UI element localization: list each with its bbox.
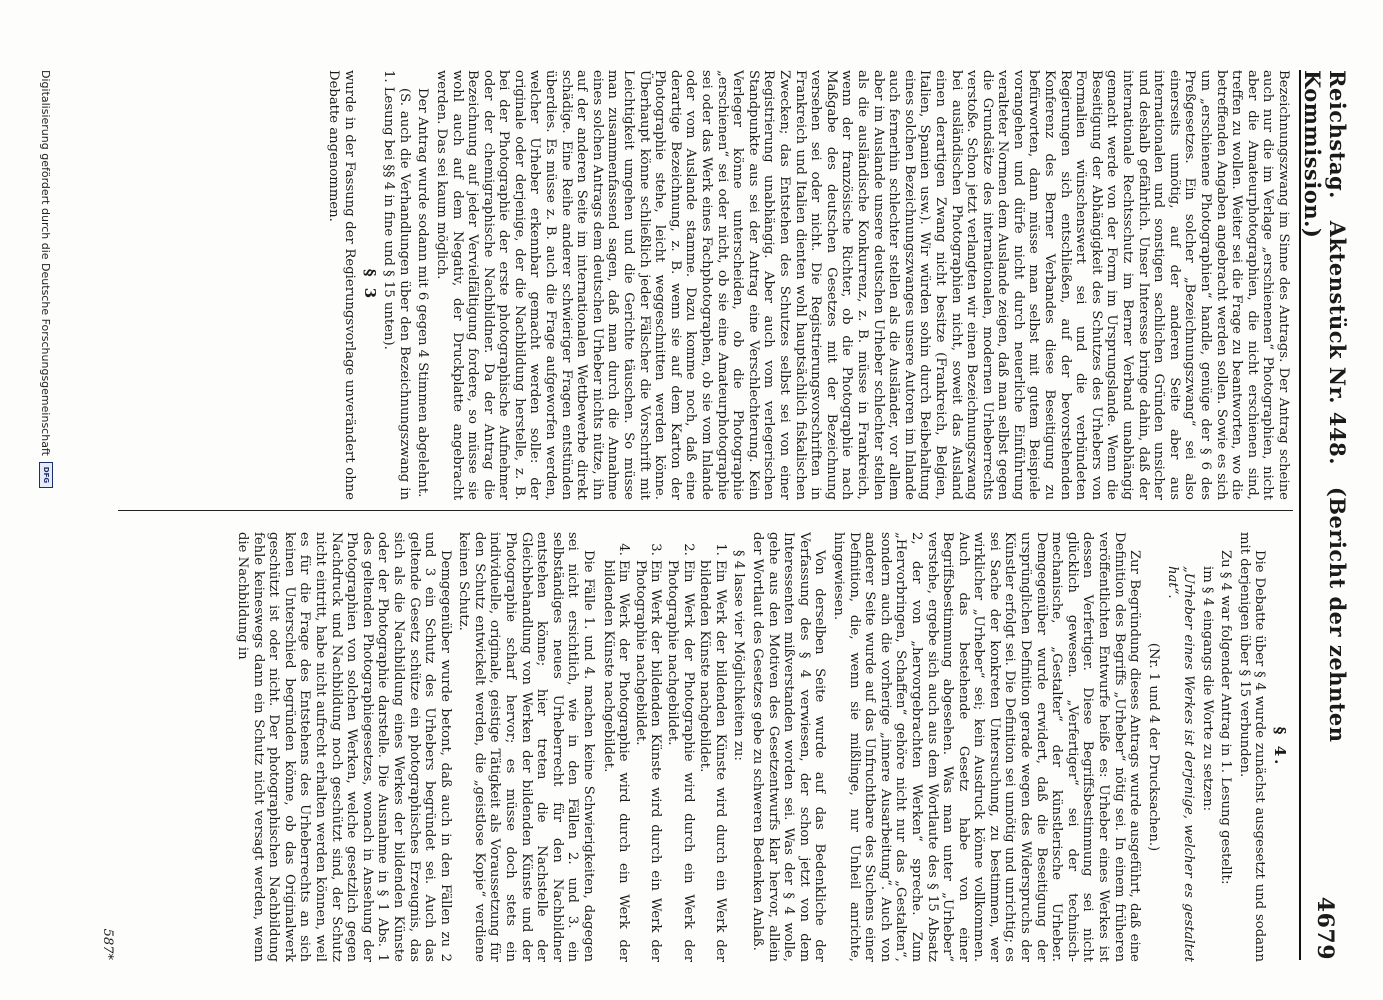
left-paragraph-2: Der Antrag wurde sodann mit 6 gegen 4 Stimmen abgelehnt. — [415, 88, 431, 498]
page-header — [1300, 70, 1350, 960]
left-paragraph-4: wurde in der Fassung der Regierungsvorlage unverändert ohne Debatte angenommen. — [326, 70, 357, 500]
section-heading-4: § 4. — [1271, 726, 1289, 768]
left-paragraph-3: (S. auch die Verhandlungen über den Bezeichnungszwang in 1. Lesung bei §§ 4 in fine und § 15 unten). — [381, 70, 412, 500]
right-paragraph-6: Von derselben Seite wurde auf das Bedenkliche der Verfassung des § 4 verwiesen, der schon jetzt von dem Interessenten mißverstanden worden sei. Was der § 4 wolle, gehe aus den Motiven des Gesetzentwurfs klar hervor, allein der Wortlaut des Gesetzes gebe zu schweren Bedenken Anlaß. — [750, 532, 828, 962]
possibilities-list — [600, 532, 728, 962]
dfg-logo-icon: DFG — [39, 462, 53, 488]
header-title — [1300, 70, 1350, 897]
page-number: 4679 — [1312, 896, 1338, 960]
header-title-bericht: (Bericht der zehnten Kommission.) — [1300, 70, 1350, 743]
right-paragraph-1: Die Debatte über § 4 wurde zunächst ausgesetzt und sodann mit derjenigen über § 15 verbunden. — [1236, 532, 1268, 962]
right-paragraph-9: Demgegenüber wurde betont, daß auch in den Fällen zu 2 und 3 ein Schutz des Urhebers begründet sei. Auch das geltende Gesetz schütze ein photographisches Erzeugnis, das sich als die Nachbildung eines Werkes der bildenden Künste oder der Photographie darstelle. Die Ausnahme in § 1 Abs. 1 des geltenden Photographiegesetzes, wonach in Ansehung der Photographien von solchen Werken, welche gesetzlich gegen Nachdruck und Nachbildung noch geschützt sind, der Schutz nicht eintritt, habe nicht aufrecht erhalten werden können, weil es für die Frage des Entstehens des Urheberrechts an sich keinen Unterschied begründen könne, ob das Originalwerk geschützt ist oder nicht. Der photographischen Nachbildung fehle keineswegs dann ein Schutz nicht versagt werden, wenn die Nachbildung in — [235, 532, 453, 962]
header-title-reichstag: Reichstag. — [1325, 70, 1350, 199]
list-item: 1. Ein Werk der bildenden Künste wird durch ein Werk der bildenden Künste nachgebildet. — [697, 560, 728, 962]
right-paragraph-7: § 4 lasse vier Möglichkeiten zu: — [731, 550, 747, 761]
header-rule — [1299, 70, 1301, 960]
right-paragraph-5: Zur Begründung dieses Antrags wurde ausgeführt, daß eine Definition des Begriffs „Urheber“ nötig sei. In einem früheren veröffentlichten Entwurfe heiße es: Urheber eines Werkes ist dessen Verfertiger. Diese Begriffsbestimmung sei nicht glücklich gewesen. „Verfertiger“ sei der technisch-mechanische, „Gestalter“ der künstlerische Urheber. Demgegenüber wurde erwidert, daß die Beseitigung der ursprünglichen Definition gerade wegen des Widerspruchs der Künstler erfolgt sei. Die Definition sei unnötig und unrichtig; es sei Sache der konkreten Untersuchung, zu bestimmen, wer wirklicher „Urheber“ sei; kein Ausdruck könne vollkommen. Auch das bestehende Gesetz habe von einer Begriffsbestimmung abgesehen. Was man unter „Urheber“ verstehe, ergebe sich auch aus dem Wortlaute des § 15 Absatz 2, der von „hervorgebrachten Werken“ spreche. Zum „Hervorbringen, Schaffen“ gehöre nicht nur das „Gestalten“, sondern auch die vorherige „innere Ausarbeitung“. Auch von anderer Seite wurde auf das Unfruchtbare des Suchens einer Definition, die, wenn sie mißlinge, nur Unheil anrichte, hingewiesen. — [830, 532, 1143, 962]
list-item: 4. Ein Werk der Photographie wird durch ein Werk der bildenden Künste nachgebildet. — [600, 560, 631, 962]
sheet-mark: 587* — [100, 928, 115, 960]
list-item: 3. Ein Werk der bildenden Künste wird durch ein Werk der Photographie nachgebildet. — [632, 560, 663, 962]
section-heading-3: § 3 — [360, 268, 379, 302]
right-column — [121, 532, 1291, 962]
digitization-credit — [39, 70, 53, 950]
right-paragraph-3: im § 4 eingangs die Worte zu setzen: — [1199, 566, 1215, 812]
list-item: 2. Ein Werk der Photographie wird durch ein Werk der Photographie nachgebildet. — [664, 560, 695, 962]
left-paragraph-1: Bezeichnungszwang im Sinne des Antrags. Der Antrag scheine auch nur die im Verlage „erschienenen“ Photographien, nicht aber die Amateurphotographien, die nicht erschienen sind, treffen zu wollen. Weiter sei die Frage zu beantworten, wo die betreffenden Angaben angebracht werden sollen. Sowie es sich um „erschienene Photographien“ handle, genüge der § 6 des Preßgesetzes. Ein solcher „Bezeichnungszwang“ sei also einerseits unnötig, auf der anderen Seite aber aus internationalen und sonstigen sachlichen Gründen unsicher und deshalb gefährlich. Unser Interesse bringe dahin, daß der internationale Rechtsschutz im Berner Verband unabhängig gemacht werde von der Form im Ursprungslande. Wenn die Beseitigung der Abhängigkeit des Schutzes des Urhebers von Formalien wünschenswert sei und die verbündeten Regierungen sich entschließen, auf der bevorstehenden Konferenz des Berner Verbandes diese Beseitigung zu befürworten, dann müsse man selbst mit gutem Beispiele vorangehen und dürfe nicht durch neuerliche Einführung veralteter Normen dem Auslande zeigen, daß man selbst gegen die Grundsätze des internationalen, modernen Urheberrechts verstoße. Schon jetzt verlangten wir einen Bezeichnungszwang bei ausländischen Photographien nicht, soweit das Ausland einen derartigen Zwang nicht besitze (Frankreich, Belgien, Italien, Spanien usw.). Wir würden sohin durch Beibehaltung eines solchen Bezeichnungszwanges unsere Autoren im Inlande auch fernerhin schlechter stellen als die Ausländer, vor allem aber im Auslande unsere deutschen Urheber schlechter stellen als die ausländische Konkurrenz, z. B. müsse in Frankreich, wenn der französische Richter, ob die Photographie nach Maßgabe des deutschen Gesetzes mit der Bezeichnung versehen sei oder nicht. Die Registrierungsvorschriften in Frankreich und Italien dienten wohl hauptsächlich fiskalischen Zwecken; das Entstehen des Schutzes selbst sei von einer Registrierung unabhängig. Aber auch vom verlegerischen Standpunkte aus sei der Antrag eine Verschlechterung. Kein Verleger könne unterscheiden, ob die Photographie „erschienen“ sei oder nicht, ob sie eine Amateurphotographie sei oder das Werk eines Fachphotographen, ob sie vom Inlande oder vom Auslande stamme. Dazu komme noch, daß eine derartige Bezeichnung, z. B. wenn sie auf dem Karton der Photographie stehe, leicht weggeschnitten werden könne. Überhaupt könne schließlich jeder Fälscher die Vorschrift mit Leichtigkeit umgehen und die Gerichte täuschen. So müsse man zusammenfassend sagen, daß man durch die Annahme eines solchen Antrags dem deutschen Urheber nichts nütze, ihn auf der anderen Seite im internationalen Wettbewerbe direkt schädige. Eine Reihe anderer schwieriger Fragen entstünden überdies. Es müsse z. B. auch die Frage aufgeworfen werden, welcher Urheber erkennbar gemacht werden solle: der originale oder derjenige, der die Nachbildung herstelle, z. B. bei der Photographie der erste photographische Aufnehmer oder der chemigraphische Nachbildner. Da der Antrag die Bezeichnung auf jeder Vervielfältigung fordere, so müsse sie wohl auch auf dem Negativ, der Druckplatte angebracht werden. Das sei kaum möglich. — [433, 70, 1291, 500]
right-quote: „Urheber eines Werkes ist derjenige, welcher es gestaltet hat“. — [1165, 566, 1197, 962]
right-paragraph-8: Die Fälle 1. und 4. machen keine Schwierigkeiten, dagegen sei nicht ersichtlich, wie in den Fällen 2. und 3. ein selbständiges neues Urheberrecht für den Nachbildner entstehen könne; hier treten die Nachstelle der Gleichbehandlung von Werken der bildenden Künste und der Photographie scharf hervor; es müsse doch stets ein individuelle, originale, geistige Tätigkeit als Voraussetzung für den Schutz entwickelt werden, die „geistlose Kopie“ verdiene keinen Schutz. — [456, 532, 597, 962]
right-paragraph-2: Zu § 4 war folgender Antrag in 1. Lesung gestellt: — [1218, 550, 1234, 885]
column-divider — [118, 510, 1293, 511]
left-column — [121, 70, 1291, 500]
credit-text: Digitalisierung gefördert durch die Deutsche Forschungsgemeinschaft — [39, 70, 53, 456]
right-drucksachen-ref: (Nr. 1 und 4 der Drucksachen.) — [1145, 642, 1161, 852]
header-title-aktenstueck: Aktenstück Nr. 448. — [1325, 220, 1350, 466]
